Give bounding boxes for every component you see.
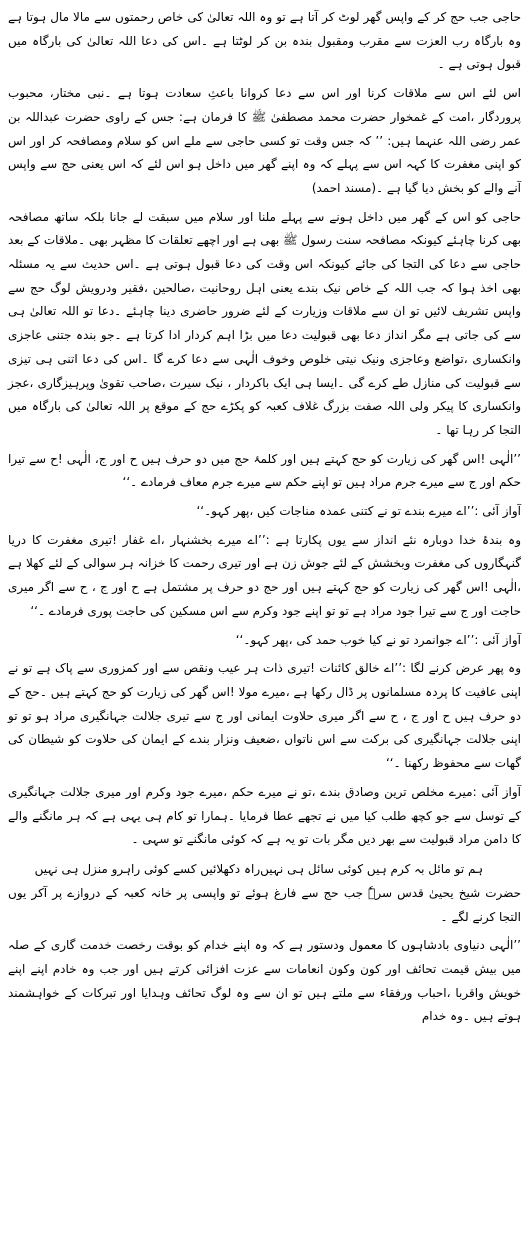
- paragraph-meeting-hajji: حاجی کو اس کے گھر میں داخل ہونے سے پہلے ملنا اور سلام میں سبقت لے جانا بلکہ ساتھ مصافحہ بھی کرنا چاہئے کیونکہ مصافحہ سنت رسول ﷺ بھی ہے اور اچھے تعلقات کا مظہر بھی ۔ملاقات کے بعد حاجی سے دعا کی التجا کی جائے کیونکہ اس وقت کی دعا قبول ہوتی ہے ۔اس حدیث سے یہ مسئلہ بھی اخذ ہوا کہ جب اللہ کے خاص نیک بندے یعنی اہل روحانیت ،صالحین ،فقیر ودرویش لوگ حج سے واپس تشریف لائیں تو ان سے ملاقات وزیارت کے لئے ضرور حاضری دینا چاہئے ۔دعا تو اللہ تعالیٰ ہی سے کی جاتی ہے مگر انداز دعا بھی قبولیت دعا میں بڑا اہم کردار ادا کرتا ہے ۔جو بندہ جتنی عاجزی وانکساری ،تواضع وعاجزی ونیک نیتی خلوص وخوف الٰہی سے دعا کرے گا ۔اس کی دعا اتنی ہی تیزی سے قبولیت کی منازل طے کرے گی ۔ایسا ہی ایک باکردار ، نیک سیرت ،صاحب تقویٰ وپرہیزگاری ،عجز وانکساری کا پیکر ولی اللہ صفت بزرگ غلاف کعبہ کو پکڑے حج کے موقع پر اللہ تعالیٰ کی بارگاہ میں التجا کر رہا تھا ۔: [8, 209, 521, 437]
- couplet-first-line: ہم تو مائل بہ کرم ہیں کوئی سائل ہی نہیں: [260, 861, 483, 876]
- poetry-couplet: [8, 857, 521, 882]
- paragraph-supplication-3: وہ پھر عرض کرنے لگا :’’اے خالق کائنات !تیری ذات ہر عیب ونقص سے اور کمزوری سے پاک ہے تو نے اپنی عافیت کا پردہ مسلمانوں پر ڈال رکھا ہے ،میرے مولا !اس گھر کی زیارت کو حج کہتے ہیں ۔حج کے دو حرف ہیں ح اور ج ، ح سے اگر میری حلاوت ایمانی اور ج سے تیری جلالت جہانگیری مراد ہو تو تو اپنی جلالت جہانگیری کی برکت سے اس ناتواں ،ضعیف ونزار بندے کے ایمان کی حلاوت کو شیطان کی گھات سے محفوظ رکھنا ۔‘‘: [8, 661, 521, 771]
- paragraph-hadith: اس لئے اس سے ملاقات کرنا اور اس سے دعا کروانا باعثِ سعادت ہوتا ہے ۔نبی مختار، محبوب پروردگار ،امت کے غمخوار حضرت محمد مصطفیٰ ﷺ کا فرمان ہے: جس کے راوی حضرت عبداللہ بن عمر رضی اللہ عنہما ہیں: ’’ کہ جس وقت تو کسی حاجی سے ملے اس کو سلام ومصافحہ کر اور اس کو اپنی مغفرت کا کہہ اس سے پہلے کہ وہ اپنے گھر میں داخل ہو اس لئے کہ اس یعنی حج سے واپس آنے والے کو بخش دیا گیا ہے ۔(مسند احمد): [8, 86, 521, 195]
- paragraph-response-3: آواز آئی :میرے مخلص ترین وصادق بندے ،تو نے میرے حکم ،میرے جود وکرم اور میری جلالت جہانگیری کے توسل سے جو کچھ طلب کیا میں نے تجھے عطا فرمایا ۔ہمارا تو کام ہی یہی ہے کہ ہر مانگنے والے کا دامن مراد قبولیت سے بھر دیں مگر بات تو یہ ہے کہ کوئی مانگنے تو سہی ۔: [8, 784, 521, 847]
- couplet-second-line: راہ دکھلائیں کسے کوئی راہرو منزل ہی نہیں: [34, 861, 261, 876]
- paragraph-kings-custom: ’’الٰہی دنیاوی بادشاہوں کا معمول ودستور ہے کہ وہ اپنے خدام کو بوقت رخصت خدمت گاری کے صلہ میں بیش قیمت تحائف اور کون وکون انعامات سے عزت افزائی کرتے ہیں اور جب وہ خادم اپنے اپنے خویش واقربا ،احباب ورفقاء سے ملتے ہیں تو ان سے وہ لوگ تحائف وہدایا اور تبرکات کے خواہشمند ہوتے ہیں ۔وہ خدام: [8, 938, 521, 1024]
- paragraph-supplication-1: ’’الٰہی !اس گھر کی زیارت کو حج کہتے ہیں اور کلمۂ حج میں دو حرف ہیں ح اور ج، الٰہی !ح سے تیرا حکم اور ج سے میرے جرم مراد ہیں تو اپنے حکم سے میرے جرم معاف فرمادے ۔‘‘: [8, 451, 521, 490]
- paragraph-supplication-2: وہ بندۂ خدا دوبارہ نئے انداز سے یوں پکارتا ہے :’’اے میرے بخشنہار ،اے غفار !تیری مغفرت کا دریا گنہگاروں کی مغفرت وبخشش کے لئے جوش زن ہے اور تیری رحمت کا خزانہ ہر سوالی کے لئے کھلا ہے ،الٰہی !اس گھر کی زیارت کو حج کہتے ہیں اور حج دو حرف پر مشتمل ہے ح اور ج ، ح سے اگر میری حاجت اور ج سے تیرا جود مراد ہے تو تو اپنے جود وکرم سے اس مسکین کی حاجت پوری فرمادے ۔‘‘: [8, 532, 521, 618]
- paragraph-response-1: آواز آئی :’’اے میرے بندے تو نے کتنی عمدہ مناجات کیں ،پھر کہو۔‘‘: [196, 504, 521, 519]
- paragraph-shaikh-yahya: حضرت شیخ یحییٰ قدس سرہٗ جب حج سے فارغ ہوئے تو واپسی پر خانہ کعبہ کے دروازے پر آکر یوں التجا کرنے لگے ۔: [8, 885, 521, 924]
- paragraph-response-2: آواز آئی :’’اے جوانمرد تو نے کیا خوب حمد کی ،پھر کہو۔‘‘: [235, 632, 521, 647]
- paragraph-intro: حاجی جب حج کر کے واپس گھر لوٹ کر آتا ہے تو وہ اللہ تعالیٰ کی خاص رحمتوں سے مالا مال ہوتا ہے وہ بارگاہ رب العزت سے مقرب ومقبول بندہ بن کر لوٹتا ہے ۔اس کی دعا اللہ تعالیٰ کی بارگاہ میں قبول ہوتی ہے ۔: [8, 10, 521, 72]
